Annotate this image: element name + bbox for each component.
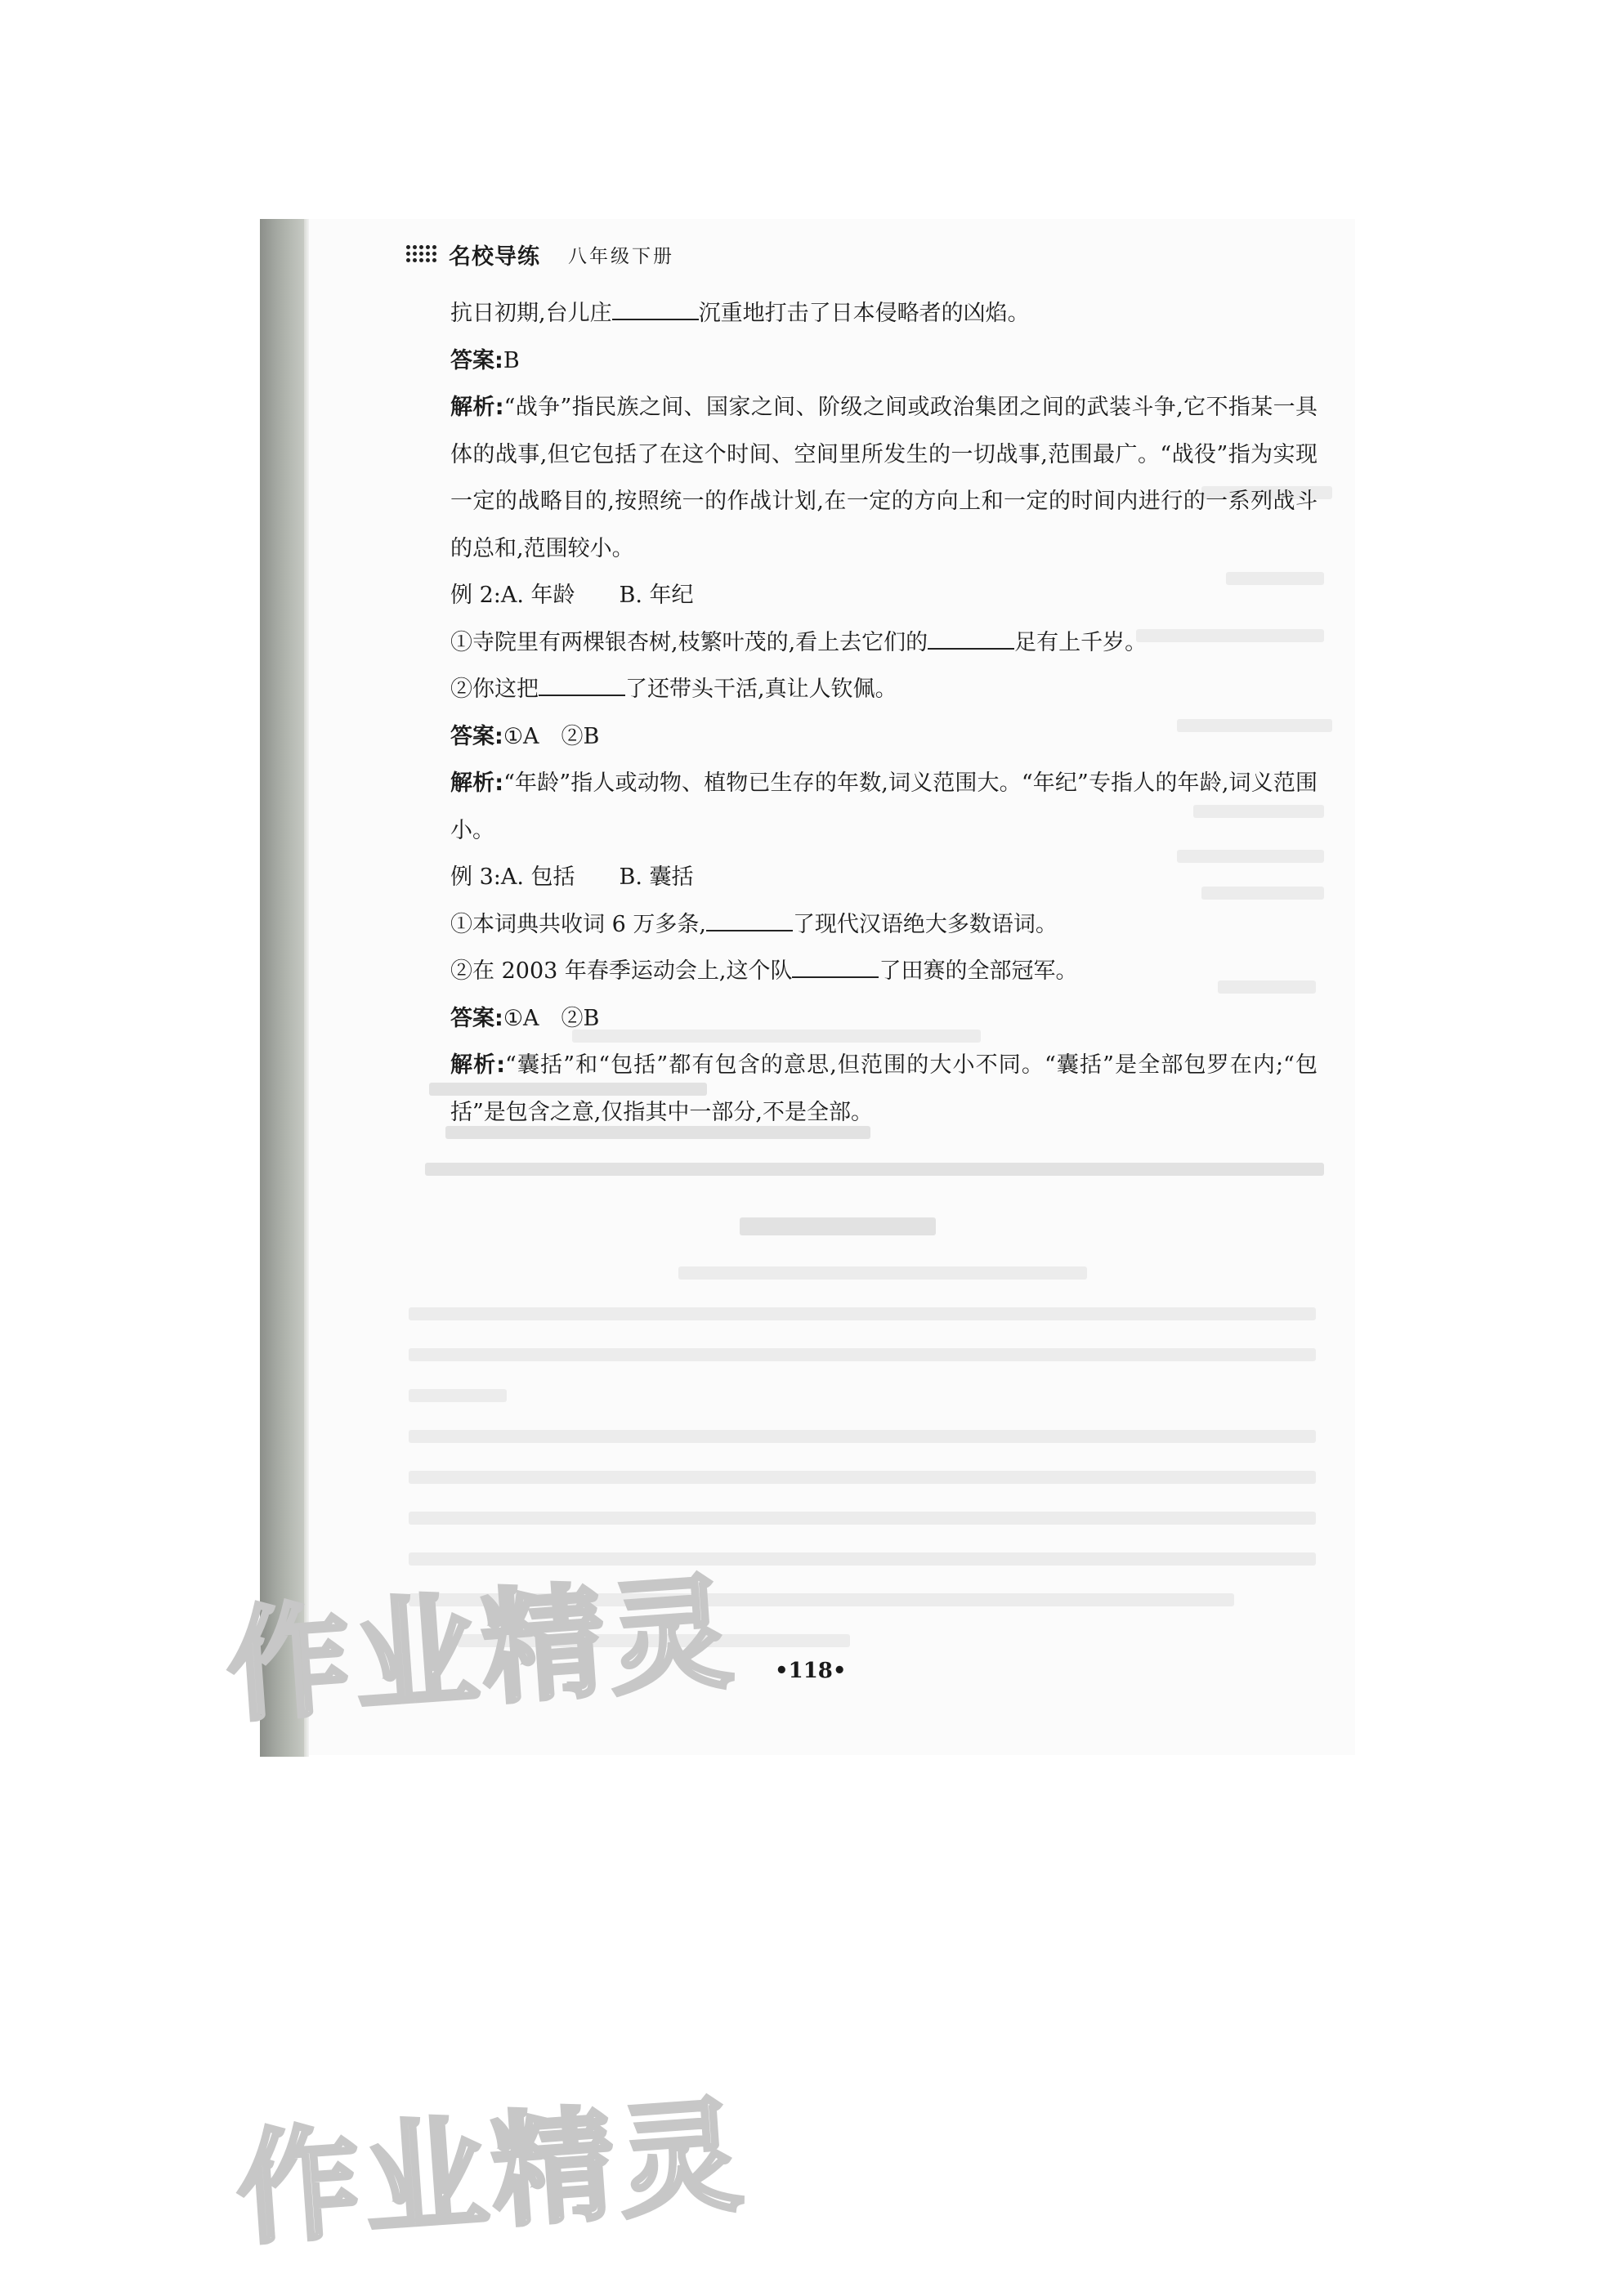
fill-blank [792,958,879,978]
page-number: •118• [775,1659,847,1683]
example1-answer: 答案:B [450,347,520,373]
example2-question2: ②你这把 了还带头干活,真让人钦佩。 [450,677,897,702]
example2-question1: ①寺院里有两棵银杏树,枝繁叶茂的,看上去它们的 足有上千岁。 [450,629,1148,655]
example3-question1: ①本词典共收词 6 万多条, 了现代汉语绝大多数语词。 [450,911,1058,937]
intro-sentence: 抗日初期,台儿庄 沉重地打击了日本侵略者的凶焰。 [450,301,1030,326]
book-spine-shadow [260,219,304,1757]
example3-question2: ②在 2003 年春季运动会上,这个队 了田赛的全部冠军。 [450,958,1078,984]
example2-analysis: 解析:“年龄”指人或动物、植物已生存的年数,词义范围大。“年纪”专指人的年龄,词义范围小。 [450,771,1318,843]
watermark-logo: 作业精灵 [232,2084,752,2262]
fill-blank [928,630,1014,650]
page-content [406,290,1318,1136]
example3-answer: 答案:①A ②B [450,1005,600,1031]
grade-label: 八年级下册 [568,246,674,267]
example2-title: 例 2:A. 年龄 B. 年纪 [450,583,694,608]
example2-answer: 答案:①A ②B [450,723,600,749]
fill-blank [539,677,625,696]
dots-logo-icon [406,245,437,265]
example3-analysis: 解析:“囊括”和“包括”都有包含的意思,但范围的大小不同。“囊括”是全部包罗在内;“包括”是包含之意,仅指其中一部分,不是全部。 [450,1052,1318,1125]
fill-blank [612,301,699,320]
book-spine-edge [304,219,309,1757]
watermark-logo: 作业精灵 [222,1561,742,1740]
fill-blank [706,912,793,931]
example3-title: 例 3:A. 包括 B. 囊括 [450,864,694,890]
book-title: 名校导练 [449,244,540,270]
example1-analysis: 解析:“战争”指民族之间、国家之间、阶级之间或政治集团之间的武装斗争,它不指某一具体的战事,但它包括了在这个时间、空间里所发生的一切战事,范围最广。“战役”指为实现一定的战略目的,按照统一的作战计划,在一定的方向上和一定的时间内进行的一系列战斗的总和,范围较小。 [450,395,1318,561]
page-header [406,239,674,270]
